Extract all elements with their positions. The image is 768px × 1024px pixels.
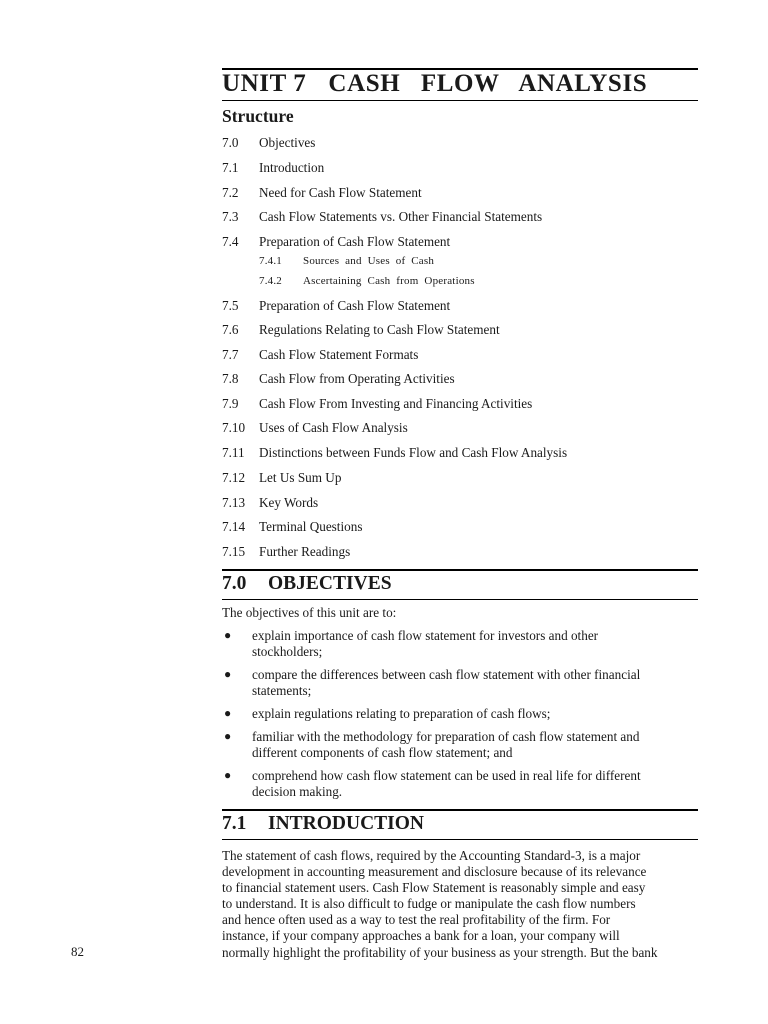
- objective-item: comprehend how cash flow statement can be used in real life for different decision making.: [252, 768, 641, 799]
- bullet-icon: ●: [224, 667, 232, 681]
- unit-number: UNIT 7: [222, 70, 307, 97]
- paragraph-line: development in accounting measurement and disclosure because of its relevance: [222, 864, 647, 879]
- introduction-top-rule: [222, 809, 698, 811]
- objectives-intro: The objectives of this unit are to:: [222, 605, 397, 620]
- objective-item: compare the differences between cash flow statement with other financial statements;: [252, 667, 641, 698]
- introduction-number: 7.1: [222, 813, 247, 834]
- objectives-title: OBJECTIVES: [268, 573, 392, 594]
- paragraph-line: normally highlight the profitability of your business as your strength. But the bank: [222, 945, 658, 960]
- introduction-title: INTRODUCTION: [268, 813, 425, 834]
- objective-item: explain importance of cash flow statement for investors and other stockholders;: [252, 628, 599, 659]
- title-underline: [222, 100, 698, 101]
- objectives-underline: [222, 599, 698, 600]
- structure-heading: Structure: [222, 106, 294, 126]
- paragraph-line: instance, if your company approaches a bank for a loan, your company will: [222, 928, 620, 943]
- paragraph-line: and hence often used as a way to test the real profitability of the firm. For: [222, 912, 611, 927]
- objectives-number: 7.0: [222, 573, 247, 594]
- page-number: 82: [71, 944, 84, 959]
- paragraph-line: The statement of cash flows, required by the Accounting Standard-3, is a major: [222, 848, 641, 863]
- unit-title: [222, 70, 698, 98]
- unit-title-text: CASH FLOW ANALYSIS: [328, 70, 648, 97]
- paragraph-line: to understand. It is also difficult to fudge or manipulate the cash flow numbers: [222, 896, 636, 911]
- objectives-top-rule: [222, 569, 698, 571]
- bullet-icon: ●: [224, 729, 232, 743]
- introduction-underline: [222, 839, 698, 840]
- objective-item: familiar with the methodology for preparation of cash flow statement and different components of cash flow statement; and: [252, 729, 640, 760]
- bullet-icon: ●: [224, 768, 232, 782]
- objective-item: explain regulations relating to preparation of cash flows;: [252, 706, 551, 721]
- paragraph-line: to financial statement users. Cash Flow Statement is reasonably simple and easy: [222, 880, 646, 895]
- bullet-icon: ●: [224, 706, 232, 720]
- bullet-icon: ●: [224, 628, 232, 642]
